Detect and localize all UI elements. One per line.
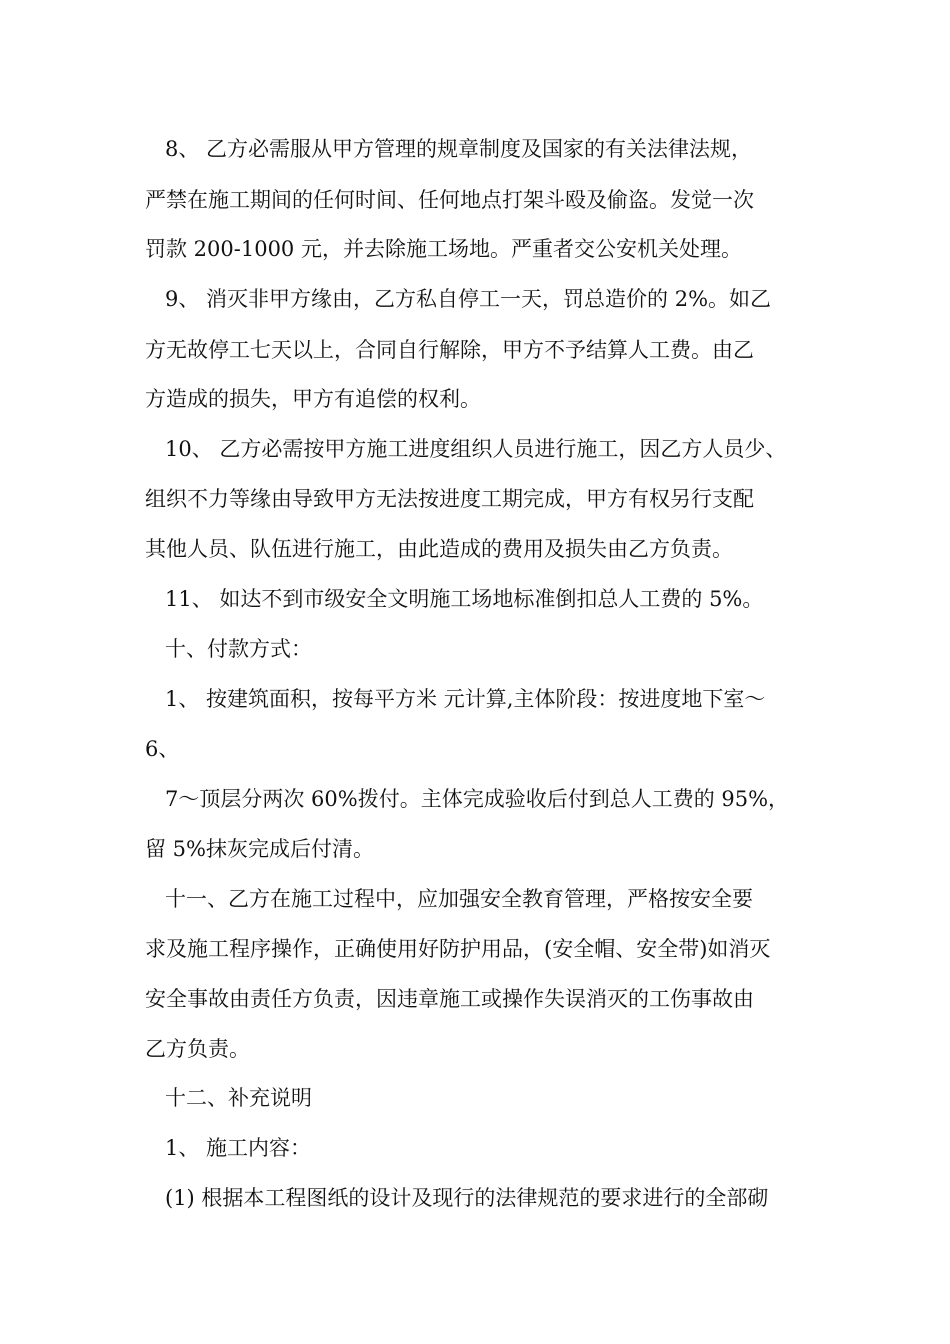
- text-line-16: 十一、乙方在施工过程中，应加强安全教育管理，严格按安全要: [165, 887, 753, 911]
- text-line-10: 11、 如达不到市级安全文明施工场地标准倒扣总人工费的 5%。: [165, 587, 764, 611]
- section-heading-payment: 十、付款方式：: [165, 637, 312, 661]
- text-line-1: 8、 乙方必需服从甲方管理的规章制度及国家的有关法律法规，: [165, 137, 753, 161]
- text-line-7: 10、 乙方必需按甲方施工进度组织人员进行施工，因乙方人员少、: [165, 437, 787, 461]
- text-line-4: 9、 消灭非甲方缘由，乙方私自停工一天，罚总造价的 2%。如乙: [165, 287, 772, 311]
- text-line-17: 求及施工程序操作，正确使用好防护用品，(安全帽、安全带)如消灭: [145, 937, 771, 961]
- section-heading-supplement: 十二、补充说明: [165, 1086, 312, 1110]
- text-line-9: 其他人员、队伍进行施工，由此造成的费用及损失由乙方负责。: [145, 537, 733, 561]
- text-line-13: 6、: [145, 737, 180, 761]
- text-line-21: 1、 施工内容：: [165, 1136, 312, 1160]
- text-line-12: 1、 按建筑面积，按每平方米 元计算,主体阶段：按进度地下室～: [165, 687, 766, 711]
- text-line-22: (1) 根据本工程图纸的设计及现行的法律规范的要求进行的全部砌: [165, 1186, 769, 1210]
- text-line-15: 留 5%抹灰完成后付清。: [145, 837, 374, 861]
- text-line-14: 7～顶层分两次 60%拨付。主体完成验收后付到总人工费的 95%，: [165, 787, 790, 811]
- text-line-3: 罚款 200-1000 元，并去除施工场地。严重者交公安机关处理。: [145, 237, 742, 261]
- text-line-2: 严禁在施工期间的任何时间、任何地点打架斗殴及偷盗。发觉一次: [145, 188, 754, 212]
- text-line-8: 组织不力等缘由导致甲方无法按进度工期完成，甲方有权另行支配: [145, 487, 754, 511]
- text-line-5: 方无故停工七天以上，合同自行解除，甲方不予结算人工费。由乙: [145, 338, 754, 362]
- text-line-18: 安全事故由责任方负责，因违章施工或操作失误消灭的工伤事故由: [145, 987, 754, 1011]
- text-line-6: 方造成的损失，甲方有追偿的权利。: [145, 387, 481, 411]
- text-line-19: 乙方负责。: [145, 1037, 250, 1061]
